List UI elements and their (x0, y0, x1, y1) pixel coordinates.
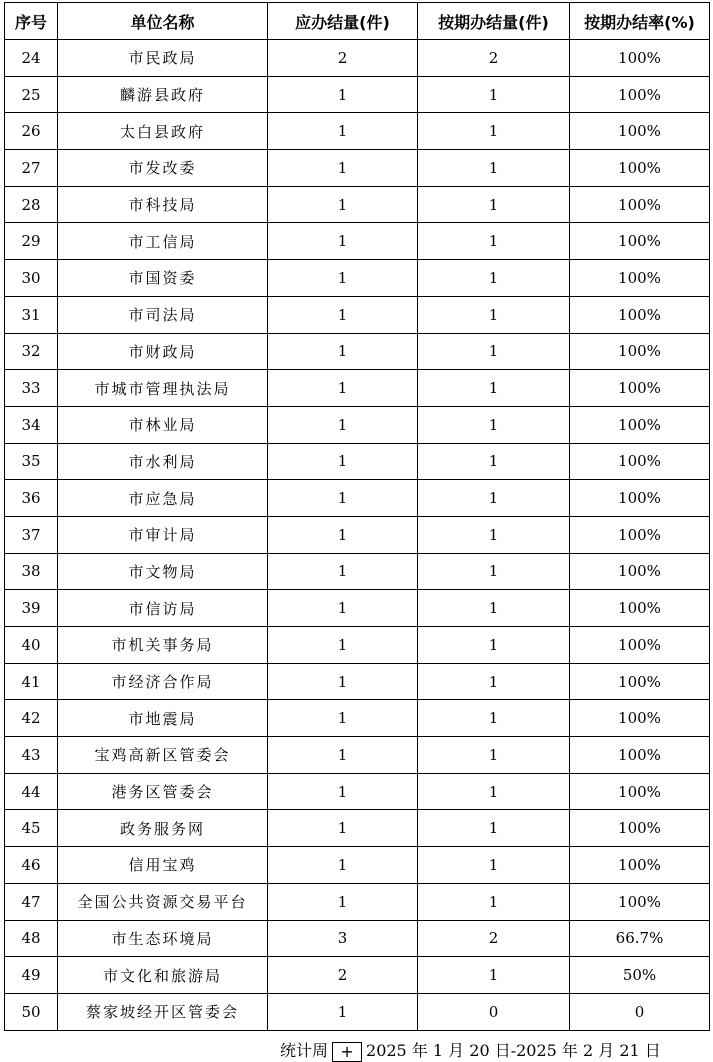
cell-index: 25 (5, 76, 58, 113)
cell-ontime-count: 1 (418, 737, 570, 774)
cell-ontime-count: 1 (418, 76, 570, 113)
cell-ontime-rate: 100% (570, 186, 710, 223)
cell-ontime-rate: 100% (570, 590, 710, 627)
cell-index: 46 (5, 847, 58, 884)
cell-ontime-count: 1 (418, 810, 570, 847)
table-row (5, 186, 710, 223)
cell-ontime-count: 1 (418, 773, 570, 810)
cell-due-count: 2 (268, 957, 418, 994)
cell-unit-name: 市民政局 (58, 40, 268, 77)
cell-due-count: 1 (268, 186, 418, 223)
cell-index: 37 (5, 516, 58, 553)
cell-unit-name: 港务区管委会 (58, 773, 268, 810)
table-row (5, 406, 710, 443)
cell-ontime-count: 1 (418, 370, 570, 407)
cell-ontime-count: 1 (418, 590, 570, 627)
document-page (4, 2, 709, 1031)
cell-due-count: 1 (268, 553, 418, 590)
cell-ontime-count: 1 (418, 516, 570, 553)
cell-due-count: 1 (268, 333, 418, 370)
cell-due-count: 1 (268, 406, 418, 443)
cell-unit-name: 市科技局 (58, 186, 268, 223)
header-index: 序号 (5, 3, 58, 40)
cell-index: 49 (5, 957, 58, 994)
table-row (5, 847, 710, 884)
cell-due-count: 1 (268, 737, 418, 774)
cell-ontime-count: 1 (418, 406, 570, 443)
header-unit-name: 单位名称 (58, 3, 268, 40)
cell-index: 30 (5, 260, 58, 297)
cell-due-count: 1 (268, 847, 418, 884)
table-row (5, 296, 710, 333)
cell-unit-name: 市地震局 (58, 700, 268, 737)
cell-unit-name: 蔡家坡经开区管委会 (58, 993, 268, 1030)
cell-unit-name: 市国资委 (58, 260, 268, 297)
cell-due-count: 1 (268, 480, 418, 517)
cell-ontime-count: 1 (418, 113, 570, 150)
cell-due-count: 1 (268, 296, 418, 333)
cell-ontime-rate: 0 (570, 993, 710, 1030)
table-row (5, 480, 710, 517)
cell-unit-name: 市水利局 (58, 443, 268, 480)
cell-index: 31 (5, 296, 58, 333)
cell-ontime-rate: 100% (570, 443, 710, 480)
table-row (5, 516, 710, 553)
cell-ontime-rate: 100% (570, 406, 710, 443)
cell-due-count: 1 (268, 370, 418, 407)
cell-ontime-count: 2 (418, 40, 570, 77)
cell-unit-name: 市文化和旅游局 (58, 957, 268, 994)
cell-unit-name: 市工信局 (58, 223, 268, 260)
statistics-table (4, 2, 710, 1031)
header-due-count: 应办结量(件) (268, 3, 418, 40)
cell-index: 35 (5, 443, 58, 480)
cell-ontime-rate: 66.7% (570, 920, 710, 957)
cell-ontime-rate: 100% (570, 516, 710, 553)
cell-ontime-rate: 100% (570, 296, 710, 333)
cell-due-count: 1 (268, 700, 418, 737)
table-row (5, 700, 710, 737)
table-row (5, 590, 710, 627)
cell-ontime-rate: 100% (570, 40, 710, 77)
cell-ontime-rate: 100% (570, 553, 710, 590)
cell-unit-name: 市信访局 (58, 590, 268, 627)
cell-unit-name: 市审计局 (58, 516, 268, 553)
cell-unit-name: 宝鸡高新区管委会 (58, 737, 268, 774)
cell-ontime-count: 1 (418, 957, 570, 994)
cell-index: 36 (5, 480, 58, 517)
cell-ontime-count: 1 (418, 480, 570, 517)
table-row (5, 443, 710, 480)
cell-ontime-count: 1 (418, 333, 570, 370)
cell-ontime-rate: 100% (570, 810, 710, 847)
cell-unit-name: 市经济合作局 (58, 663, 268, 700)
cell-index: 47 (5, 883, 58, 920)
cell-ontime-count: 1 (418, 847, 570, 884)
table-row (5, 920, 710, 957)
cell-unit-name: 全国公共资源交易平台 (58, 883, 268, 920)
cell-ontime-count: 1 (418, 883, 570, 920)
cell-index: 34 (5, 406, 58, 443)
table-row (5, 810, 710, 847)
table-row (5, 993, 710, 1030)
statistics-period (280, 1038, 661, 1062)
cell-ontime-rate: 100% (570, 627, 710, 664)
cell-ontime-rate: 100% (570, 663, 710, 700)
cell-due-count: 1 (268, 76, 418, 113)
cell-ontime-count: 1 (418, 700, 570, 737)
cell-unit-name: 市发改委 (58, 150, 268, 187)
cell-index: 50 (5, 993, 58, 1030)
cell-unit-name: 市生态环境局 (58, 920, 268, 957)
cell-unit-name: 市城市管理执法局 (58, 370, 268, 407)
cell-index: 38 (5, 553, 58, 590)
cell-index: 28 (5, 186, 58, 223)
cell-ontime-rate: 100% (570, 773, 710, 810)
cell-ontime-count: 1 (418, 186, 570, 223)
cell-index: 44 (5, 773, 58, 810)
cell-due-count: 1 (268, 810, 418, 847)
cell-index: 48 (5, 920, 58, 957)
cell-ontime-rate: 100% (570, 700, 710, 737)
cell-ontime-count: 1 (418, 150, 570, 187)
cell-ontime-count: 1 (418, 663, 570, 700)
cell-due-count: 1 (268, 223, 418, 260)
table-row (5, 737, 710, 774)
cell-due-count: 1 (268, 663, 418, 700)
cell-ontime-count: 1 (418, 260, 570, 297)
cell-due-count: 1 (268, 883, 418, 920)
table-body (5, 40, 710, 1031)
cell-ontime-rate: 100% (570, 847, 710, 884)
cell-due-count: 1 (268, 590, 418, 627)
table-row (5, 150, 710, 187)
cell-index: 32 (5, 333, 58, 370)
header-ontime-rate: 按期办结率(%) (570, 3, 710, 40)
cell-ontime-rate: 100% (570, 223, 710, 260)
header-ontime-count: 按期办结量(件) (418, 3, 570, 40)
cell-index: 40 (5, 627, 58, 664)
cell-ontime-rate: 100% (570, 883, 710, 920)
cell-unit-name: 市林业局 (58, 406, 268, 443)
cell-due-count: 1 (268, 260, 418, 297)
cell-ontime-rate: 100% (570, 480, 710, 517)
table-row (5, 957, 710, 994)
table-row (5, 76, 710, 113)
cell-index: 41 (5, 663, 58, 700)
cell-unit-name: 市文物局 (58, 553, 268, 590)
cell-unit-name: 市机关事务局 (58, 627, 268, 664)
cell-ontime-count: 1 (418, 443, 570, 480)
cell-index: 27 (5, 150, 58, 187)
cell-unit-name: 太白县政府 (58, 113, 268, 150)
cell-ontime-rate: 100% (570, 370, 710, 407)
cell-due-count: 1 (268, 113, 418, 150)
table-row (5, 663, 710, 700)
cell-ontime-rate: 100% (570, 150, 710, 187)
cell-unit-name: 麟游县政府 (58, 76, 268, 113)
cell-unit-name: 政务服务网 (58, 810, 268, 847)
table-row (5, 627, 710, 664)
cell-ontime-rate: 50% (570, 957, 710, 994)
cell-unit-name: 市应急局 (58, 480, 268, 517)
table-row (5, 553, 710, 590)
cell-due-count: 1 (268, 627, 418, 664)
cell-ontime-rate: 100% (570, 737, 710, 774)
cell-index: 42 (5, 700, 58, 737)
period-prefix: 统计周 (280, 1041, 329, 1060)
cell-ontime-rate: 100% (570, 76, 710, 113)
cell-ontime-count: 1 (418, 223, 570, 260)
cell-due-count: 2 (268, 40, 418, 77)
cell-due-count: 1 (268, 443, 418, 480)
cell-unit-name: 市司法局 (58, 296, 268, 333)
cell-unit-name: 信用宝鸡 (58, 847, 268, 884)
cell-ontime-rate: 100% (570, 333, 710, 370)
cell-index: 43 (5, 737, 58, 774)
cell-ontime-count: 1 (418, 553, 570, 590)
table-row (5, 333, 710, 370)
table-row (5, 773, 710, 810)
period-box-mark: + (332, 1042, 362, 1062)
cell-index: 24 (5, 40, 58, 77)
cell-due-count: 1 (268, 516, 418, 553)
cell-index: 29 (5, 223, 58, 260)
cell-ontime-count: 0 (418, 993, 570, 1030)
cell-ontime-count: 1 (418, 296, 570, 333)
period-range: 2025 年 1 月 20 日-2025 年 2 月 21 日 (366, 1041, 661, 1060)
table-row (5, 113, 710, 150)
cell-index: 33 (5, 370, 58, 407)
cell-due-count: 1 (268, 773, 418, 810)
table-row (5, 883, 710, 920)
table-row (5, 260, 710, 297)
cell-ontime-count: 1 (418, 627, 570, 664)
cell-index: 45 (5, 810, 58, 847)
table-row (5, 40, 710, 77)
cell-unit-name: 市财政局 (58, 333, 268, 370)
cell-due-count: 3 (268, 920, 418, 957)
cell-ontime-rate: 100% (570, 260, 710, 297)
cell-due-count: 1 (268, 993, 418, 1030)
cell-index: 26 (5, 113, 58, 150)
table-row (5, 223, 710, 260)
table-header-row (5, 3, 710, 40)
table-row (5, 370, 710, 407)
cell-index: 39 (5, 590, 58, 627)
cell-ontime-rate: 100% (570, 113, 710, 150)
cell-ontime-count: 2 (418, 920, 570, 957)
cell-due-count: 1 (268, 150, 418, 187)
